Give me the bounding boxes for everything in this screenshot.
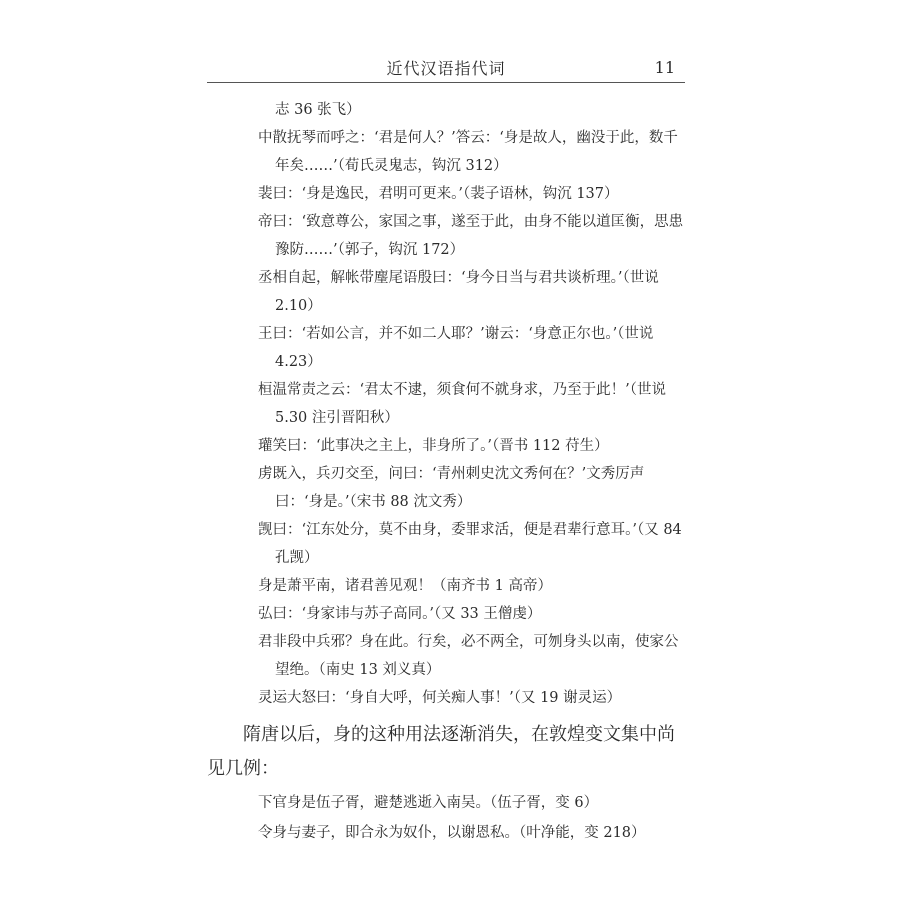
example-entry: 下官身是伍子胥，避楚逃逝入南吴。（伍子胥，变 6）: [258, 795, 599, 811]
quote-entry: 弘曰：‘身家讳与苏子高同。’（又 33 王僧虔）: [258, 606, 542, 622]
quote-entry: 志 36 张飞）: [275, 102, 361, 118]
quote-entry: 君非段中兵邪？身在此。行矣，必不两全，可刎身头以南，使家公望绝。（南史 13 刘义真）: [258, 634, 679, 678]
quote-entry: 瓘笑曰：‘此事决之主上，非身所了。’（晋书 112 苻生）: [258, 438, 609, 454]
quote-entry: 觊曰：‘江东处分，莫不由身，委罪求活，便是君辈行意耳。’（又 84 孔觊）: [258, 522, 682, 566]
quote-entry: 王曰：‘若如公言，并不如二人耶？’谢云：‘身意正尔也。’（世说 4.23）: [258, 326, 654, 370]
quote-list: [258, 96, 690, 712]
quote-entry: 丞相自起，解帐带麈尾语殷曰：‘身今日当与君共谈析理。’（世说 2.10）: [258, 270, 659, 314]
page-header: [207, 50, 685, 83]
quote-entry: 裴曰：‘身是逸民，君明可更来。’（裴子语林，钩沉 137）: [258, 186, 619, 202]
example-entry: 令身与妻子，即合永为奴仆，以谢恩私。（叶净能，变 218）: [258, 825, 646, 841]
running-title: 近代汉语指代词: [386, 59, 506, 78]
example-list: [258, 788, 690, 848]
quote-entry: 身是萧平南，诸君善见观！（南齐书 1 高帝）: [258, 578, 552, 594]
page-number: 11: [654, 58, 675, 77]
body-paragraph: 隋唐以后，身的这种用法逐渐消失，在敦煌变文集中尚见几例：: [207, 724, 675, 779]
quote-entry: 桓温常责之云：‘君太不逮，须食何不就身求，乃至于此！’（世说 5.30 注引晋阳秋）: [258, 382, 666, 426]
quote-entry: 帝曰：‘致意尊公，家国之事，遂至于此，由身不能以道匡衡，思患豫防……’（郭子，钩沉 172）: [258, 214, 684, 258]
quote-entry: 灵运大怒曰：‘身自大呼，何关痴人事！’（又 19 谢灵运）: [258, 690, 622, 706]
quote-entry: 中散抚琴而呼之：‘君是何人？’答云：‘身是故人，幽没于此，数千年矣……’（荀氏灵鬼志，钩沉 312）: [258, 130, 678, 174]
quote-entry: 虏既入，兵刃交至，问曰：‘青州刺史沈文秀何在？’文秀厉声曰：‘身是。’（宋书 88 沈文秀）: [258, 466, 645, 510]
